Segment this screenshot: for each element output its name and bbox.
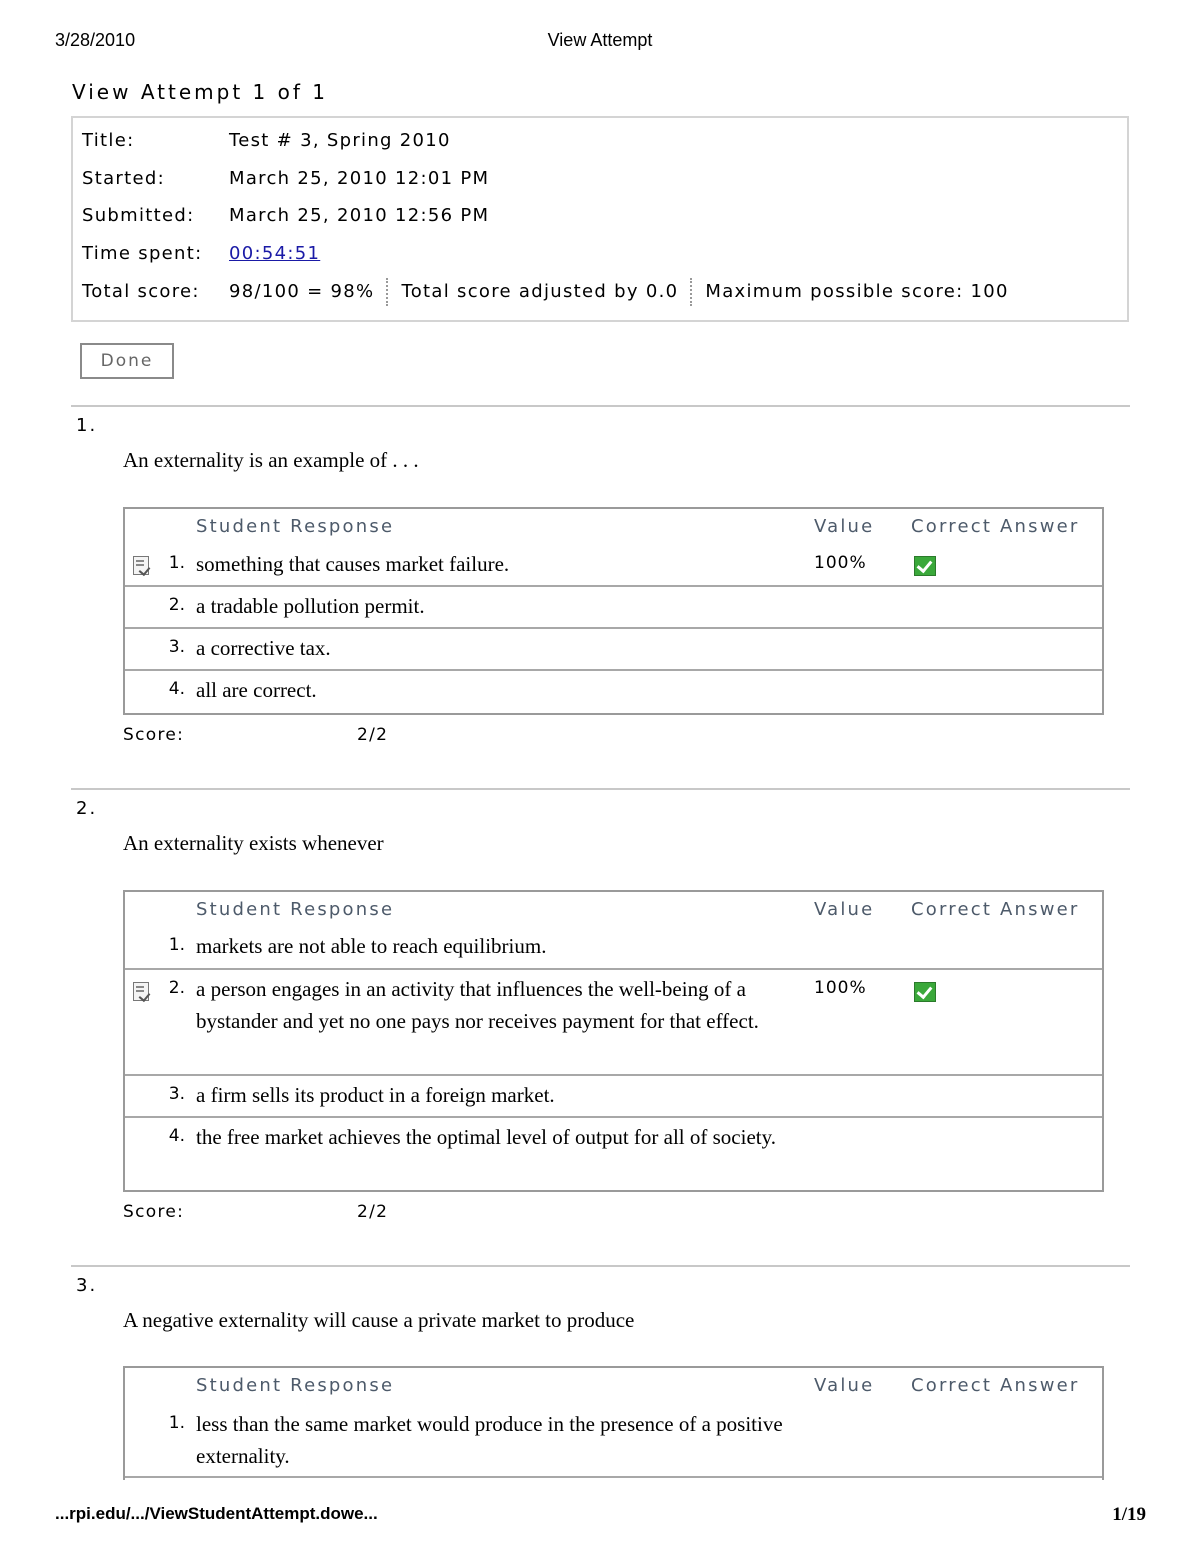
print-date: 3/28/2010 [55, 30, 136, 50]
answer-text: all are correct. [196, 678, 317, 702]
value-header: Value [814, 899, 875, 920]
answer-number: 1. [168, 553, 185, 573]
question-number: 3. [76, 1275, 98, 1296]
done-button[interactable]: Done [80, 343, 174, 379]
total-score-row [82, 278, 1009, 306]
value-header: Value [814, 516, 875, 537]
student-response-header: Student Response [196, 1375, 395, 1396]
total-score-label: Total score: [82, 281, 200, 302]
answer-value: 100% [814, 978, 867, 998]
correct-answer-header: Correct Answer [911, 516, 1080, 537]
score-adjusted-text: Total score adjusted by 0.0 [401, 281, 679, 302]
response-table [123, 1366, 1104, 1480]
correct-checkmark-icon [914, 556, 936, 576]
score-value: 2/2 [357, 725, 389, 745]
print-url: ...rpi.edu/.../ViewStudentAttempt.dowe... [55, 1504, 378, 1523]
student-response-header: Student Response [196, 516, 395, 537]
response-table [123, 507, 1104, 715]
row-divider [125, 669, 1102, 671]
selected-response-icon [133, 556, 149, 575]
correct-checkmark-icon [914, 982, 936, 1002]
answer-text: a firm sells its product in a foreign market. [196, 1083, 555, 1107]
answer-text: less than the same market would produce in the presence of a positive externality. [196, 1412, 783, 1468]
title-row [82, 130, 451, 151]
question-text: A negative externality will cause a private market to produce [123, 1308, 635, 1332]
answer-number: 1. [168, 1413, 185, 1433]
answer-number: 4. [168, 679, 185, 699]
answer-text: the free market achieves the optimal level of output for all of society. [196, 1125, 777, 1149]
print-page-number: 1/19 [1112, 1504, 1146, 1525]
answer-value: 100% [814, 553, 867, 573]
answer-number: 4. [168, 1126, 185, 1146]
correct-answer-header: Correct Answer [911, 1375, 1080, 1396]
started-label: Started: [82, 168, 165, 189]
student-response-header: Student Response [196, 899, 395, 920]
question-divider [71, 405, 1130, 407]
question-number: 2. [76, 798, 98, 819]
question-divider [71, 1265, 1130, 1267]
print-title: View Attempt [547, 30, 653, 50]
value-header: Value [814, 1375, 875, 1396]
question-text: An externality exists whenever [123, 831, 384, 855]
row-divider [125, 627, 1102, 629]
row-divider [125, 968, 1102, 970]
started-value: March 25, 2010 12:01 PM [229, 168, 490, 189]
score-label: Score: [123, 1202, 185, 1222]
submitted-value: March 25, 2010 12:56 PM [229, 205, 490, 226]
score-value: 2/2 [357, 1202, 389, 1222]
answer-number: 2. [168, 595, 185, 615]
separator [386, 278, 389, 306]
total-score-value: 98/100 = 98% [229, 281, 375, 302]
time-spent-row [82, 243, 320, 264]
question-text: An externality is an example of . . . [123, 448, 419, 472]
row-divider [125, 1074, 1102, 1076]
started-row [82, 168, 489, 189]
score-label: Score: [123, 725, 185, 745]
title-label: Title: [82, 130, 135, 151]
submitted-row [82, 205, 489, 226]
row-divider [125, 585, 1102, 587]
answer-number: 3. [168, 637, 185, 657]
question-divider [71, 788, 1130, 790]
attempt-info-panel [71, 116, 1129, 322]
answer-text: a person engages in an activity that influences the well-being of a bystander and yet no one pays nor receives payment for that effect. [196, 977, 759, 1033]
time-spent-label: Time spent: [82, 243, 203, 264]
answer-number: 3. [168, 1084, 185, 1104]
page-title: View Attempt 1 of 1 [72, 80, 328, 104]
answer-text: a tradable pollution permit. [196, 594, 425, 618]
time-spent-link[interactable]: 00:54:51 [229, 243, 321, 264]
response-table [123, 890, 1104, 1192]
selected-response-icon [133, 982, 149, 1001]
separator [690, 278, 693, 306]
answer-text: something that causes market failure. [196, 552, 510, 576]
answer-text: a corrective tax. [196, 636, 331, 660]
answer-text: markets are not able to reach equilibrium. [196, 934, 547, 958]
question-number: 1. [76, 415, 98, 436]
title-value: Test # 3, Spring 2010 [229, 130, 451, 151]
max-score-text: Maximum possible score: 100 [705, 281, 1009, 302]
row-divider [125, 1476, 1102, 1478]
row-divider [125, 1116, 1102, 1118]
correct-answer-header: Correct Answer [911, 899, 1080, 920]
submitted-label: Submitted: [82, 205, 195, 226]
answer-number: 1. [168, 935, 185, 955]
answer-number: 2. [168, 978, 185, 998]
